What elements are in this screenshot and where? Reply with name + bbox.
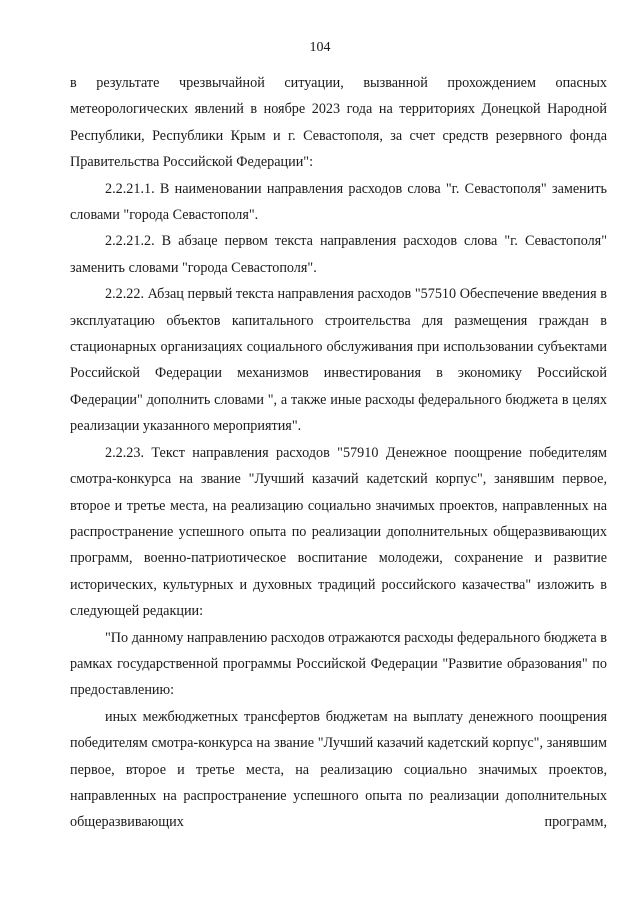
- paragraph-quoted-text: "По данному направлению расходов отражаются расходы федерального бюджета в рамках государственной программы Российской Федерации "Развитие образования" по предоставлению:: [70, 629, 607, 699]
- document-body: [70, 70, 607, 836]
- page-number: 104: [309, 40, 331, 55]
- paragraph-transfers: иных межбюджетных трансфертов бюджетам на выплату денежного поощрения победителям смотра-конкурса на звание "Лучший казачий кадетский корпус", занявшим первое, второе и третье места, на реализацию социально значимых проектов, направленных на распространение успешного опыта по реализации дополнительных общеразвивающих программ,: [70, 708, 607, 831]
- paragraph-2-2-21-2: 2.2.21.2. В абзаце первом текста направления расходов слова "г. Севастополя" заменить словами "города Севастополя".: [70, 233, 607, 276]
- paragraph-2-2-23: 2.2.23. Текст направления расходов "57910 Денежное поощрение победителям смотра-конкурса на звание "Лучший казачий кадетский корпус", занявшим первое, второе и третье места, на реализацию социально значимых проектов, направленных на распространение успешного опыта по реализации дополнительных общеразвивающих программ, военно-патриотическое воспитание молодежи, сохранение и развитие исторических, культурных и духовных традиций российского казачества" изложить в следующей редакции:: [70, 444, 607, 620]
- paragraph-2-2-21-1: 2.2.21.1. В наименовании направления расходов слова "г. Севастополя" заменить словами "города Севастополя".: [70, 180, 607, 224]
- paragraph-continuation: в результате чрезвычайной ситуации, вызванной прохождением опасных метеорологических явлений в ноябре 2023 года на территориях Донецкой Народной Республики, Республики Крым и г. Севастополя, за счет средств резервного фонда Правительства Российской Федерации":: [70, 75, 607, 171]
- paragraph-2-2-22: 2.2.22. Абзац первый текста направления расходов "57510 Обеспечение введения в эксплуатацию объектов капитального строительства для размещения граждан в стационарных организациях социального обслуживания при использовании субъектами Российской Федерации механизмов инвестирования в экономику Российской Федерации" дополнить словами ", а также иные расходы федерального бюджета в целях реализации указанного мероприятия".: [70, 286, 607, 435]
